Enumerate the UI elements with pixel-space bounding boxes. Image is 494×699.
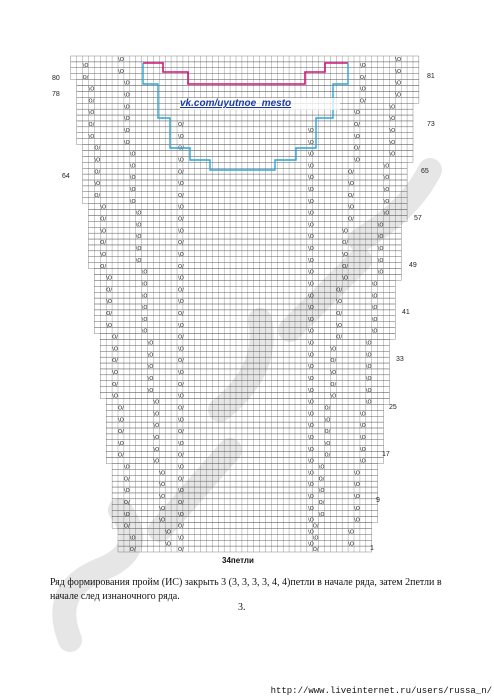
- svg-text:O/: O/: [94, 192, 101, 199]
- svg-text:\O: \O: [377, 234, 384, 241]
- svg-text:O/: O/: [178, 381, 184, 388]
- svg-text:\O: \O: [118, 57, 124, 64]
- svg-text:\O: \O: [395, 68, 402, 75]
- svg-text:O/: O/: [100, 240, 107, 247]
- svg-text:O/: O/: [118, 405, 124, 412]
- svg-text:\O: \O: [342, 228, 349, 235]
- page-number: 3.: [238, 602, 246, 613]
- svg-text:\O: \O: [308, 446, 314, 453]
- svg-text:\O: \O: [308, 139, 314, 146]
- svg-text:\O: \O: [129, 187, 136, 194]
- svg-text:\O: \O: [389, 116, 396, 123]
- svg-text:O/: O/: [106, 311, 113, 318]
- svg-text:\O: \O: [118, 440, 124, 447]
- svg-text:O/: O/: [178, 452, 184, 459]
- svg-text:\O: \O: [153, 423, 160, 430]
- svg-text:\O: \O: [100, 204, 107, 211]
- svg-text:O/: O/: [106, 287, 113, 294]
- svg-text:\O: \O: [153, 399, 160, 406]
- svg-text:\O: \O: [308, 541, 314, 548]
- row-number-right: 81: [427, 73, 435, 80]
- svg-text:\O: \O: [308, 305, 314, 312]
- svg-text:\O: \O: [129, 198, 136, 205]
- svg-text:\O: \O: [135, 234, 142, 241]
- svg-text:\O: \O: [308, 399, 314, 406]
- svg-text:\O: \O: [178, 181, 184, 188]
- svg-text:\O: \O: [308, 198, 314, 205]
- svg-text:\O: \O: [395, 57, 402, 64]
- svg-text:O/: O/: [178, 240, 184, 247]
- svg-text:\O: \O: [308, 458, 314, 465]
- svg-text:\O: \O: [308, 352, 314, 359]
- svg-text:O/: O/: [178, 358, 184, 365]
- svg-text:\O: \O: [135, 210, 142, 217]
- svg-text:\O: \O: [159, 517, 166, 524]
- svg-text:\O: \O: [165, 541, 172, 548]
- svg-text:\O: \O: [308, 175, 314, 182]
- svg-text:\O: \O: [308, 293, 314, 300]
- svg-text:O/: O/: [348, 216, 354, 223]
- svg-text:O/: O/: [178, 216, 184, 223]
- svg-text:\O: \O: [308, 328, 314, 335]
- svg-text:\O: \O: [82, 63, 89, 70]
- svg-text:\O: \O: [178, 157, 184, 164]
- svg-text:\O: \O: [359, 435, 366, 442]
- svg-text:\O: \O: [178, 511, 184, 518]
- svg-text:\O: \O: [178, 393, 184, 400]
- svg-text:\O: \O: [178, 417, 184, 424]
- svg-text:\O: \O: [308, 529, 314, 536]
- svg-text:\O: \O: [153, 411, 160, 418]
- svg-text:\O: \O: [354, 133, 360, 140]
- svg-text:\O: \O: [129, 151, 136, 158]
- svg-text:\O: \O: [123, 139, 130, 146]
- svg-text:O/: O/: [312, 547, 319, 554]
- svg-text:\O: \O: [118, 417, 124, 424]
- svg-text:\O: \O: [389, 104, 396, 111]
- row-number-right: 41: [402, 309, 410, 316]
- row-number-right: 9: [376, 497, 380, 504]
- row-number-right: 1: [370, 545, 374, 552]
- svg-text:\O: \O: [377, 246, 384, 253]
- svg-text:\O: \O: [118, 68, 124, 75]
- svg-text:\O: \O: [123, 92, 130, 99]
- svg-text:\O: \O: [123, 127, 130, 134]
- svg-text:O/: O/: [178, 476, 184, 483]
- svg-text:\O: \O: [159, 470, 166, 477]
- svg-text:O/: O/: [348, 192, 354, 199]
- svg-text:\O: \O: [354, 505, 360, 512]
- svg-text:\O: \O: [308, 210, 314, 217]
- svg-text:\O: \O: [383, 175, 390, 182]
- svg-text:\O: \O: [178, 535, 184, 542]
- svg-text:\O: \O: [178, 299, 184, 306]
- svg-text:\O: \O: [308, 187, 314, 194]
- svg-text:\O: \O: [308, 411, 314, 418]
- svg-text:O/: O/: [94, 169, 101, 176]
- svg-text:\O: \O: [377, 269, 384, 276]
- svg-text:\O: \O: [308, 222, 314, 229]
- row-number-right: 17: [382, 451, 390, 458]
- svg-text:\O: \O: [135, 246, 142, 253]
- svg-text:O/: O/: [178, 523, 184, 530]
- svg-text:\O: \O: [308, 234, 314, 241]
- svg-text:\O: \O: [365, 399, 372, 406]
- stitch-count-label: 34петли: [222, 556, 254, 565]
- svg-text:O/: O/: [178, 429, 184, 436]
- svg-text:O/: O/: [330, 358, 337, 365]
- svg-text:\O: \O: [129, 535, 136, 542]
- svg-text:O/: O/: [118, 429, 124, 436]
- row-number-right: 65: [421, 168, 429, 175]
- svg-text:\O: \O: [147, 352, 154, 359]
- svg-text:\O: \O: [308, 163, 314, 170]
- svg-text:\O: \O: [371, 305, 378, 312]
- row-number-right: 57: [414, 215, 422, 222]
- footer-url[interactable]: http://www.liveinternet.ru/users/russa_n/: [270, 686, 492, 696]
- svg-text:\O: \O: [330, 346, 337, 353]
- svg-text:\O: \O: [359, 423, 366, 430]
- svg-text:\O: \O: [308, 257, 314, 264]
- svg-text:O/: O/: [318, 476, 325, 483]
- svg-text:\O: \O: [308, 517, 314, 524]
- svg-text:\O: \O: [153, 446, 160, 453]
- svg-text:\O: \O: [308, 482, 314, 489]
- svg-text:\O: \O: [354, 517, 360, 524]
- svg-text:O/: O/: [88, 98, 95, 105]
- svg-text:\O: \O: [377, 257, 384, 264]
- svg-text:\O: \O: [129, 175, 136, 182]
- svg-text:\O: \O: [100, 228, 107, 235]
- svg-text:\O: \O: [354, 157, 360, 164]
- svg-text:O/: O/: [324, 452, 331, 459]
- svg-text:O/: O/: [100, 216, 107, 223]
- svg-text:\O: \O: [147, 340, 154, 347]
- svg-text:\O: \O: [383, 163, 390, 170]
- svg-text:O/: O/: [178, 263, 184, 270]
- svg-text:\O: \O: [141, 328, 148, 335]
- svg-text:\O: \O: [178, 488, 184, 495]
- svg-text:\O: \O: [141, 281, 148, 288]
- svg-text:\O: \O: [147, 375, 154, 382]
- svg-text:\O: \O: [308, 435, 314, 442]
- svg-text:\O: \O: [123, 80, 130, 87]
- svg-text:\O: \O: [159, 482, 166, 489]
- svg-text:\O: \O: [308, 423, 314, 430]
- svg-text:\O: \O: [359, 411, 366, 418]
- svg-text:\O: \O: [365, 387, 372, 394]
- svg-text:\O: \O: [371, 293, 378, 300]
- svg-text:\O: \O: [330, 393, 337, 400]
- svg-text:\O: \O: [178, 133, 184, 140]
- svg-text:\O: \O: [106, 322, 113, 329]
- svg-text:\O: \O: [141, 316, 148, 323]
- svg-text:\O: \O: [348, 204, 354, 211]
- svg-text:\O: \O: [94, 157, 101, 164]
- svg-text:\O: \O: [112, 346, 118, 353]
- svg-text:\O: \O: [336, 322, 343, 329]
- svg-text:\O: \O: [94, 181, 101, 188]
- svg-text:\O: \O: [147, 364, 154, 371]
- svg-text:\O: \O: [129, 163, 136, 170]
- svg-text:O/: O/: [354, 122, 360, 129]
- svg-text:O/: O/: [178, 122, 184, 129]
- svg-text:\O: \O: [342, 275, 349, 282]
- svg-text:\O: \O: [153, 435, 160, 442]
- svg-text:\O: \O: [348, 529, 354, 536]
- instruction-text: Ряд формирования пройм (ИС) закрыть 3 (3, 3, 3, 3, 4, 4)петли в начале ряда, затем 2петли в начале след изнаночного ряда.: [50, 577, 442, 602]
- svg-text:\O: \O: [123, 488, 130, 495]
- svg-text:\O: \O: [178, 440, 184, 447]
- svg-text:\O: \O: [159, 494, 166, 501]
- svg-text:\O: \O: [112, 370, 118, 377]
- svg-text:O/: O/: [178, 311, 184, 318]
- svg-text:\O: \O: [308, 494, 314, 501]
- row-number-left: 80: [52, 75, 60, 82]
- chart-outlines: [143, 63, 348, 170]
- row-number-right: 49: [409, 262, 417, 269]
- svg-text:\O: \O: [330, 370, 337, 377]
- svg-text:O/: O/: [178, 145, 184, 152]
- svg-text:\O: \O: [354, 482, 360, 489]
- svg-text:O/: O/: [178, 405, 184, 412]
- svg-text:O/: O/: [354, 145, 360, 152]
- svg-text:\O: \O: [342, 251, 349, 258]
- row-number-left: 78: [52, 91, 60, 98]
- svg-text:\O: \O: [112, 393, 118, 400]
- svg-text:\O: \O: [354, 494, 360, 501]
- svg-text:\O: \O: [308, 127, 314, 134]
- row-number-right: 33: [396, 356, 404, 363]
- svg-text:\O: \O: [123, 104, 130, 111]
- svg-text:\O: \O: [308, 151, 314, 158]
- svg-text:\O: \O: [135, 222, 142, 229]
- svg-text:\O: \O: [141, 269, 148, 276]
- svg-text:O/: O/: [324, 429, 331, 436]
- svg-text:\O: \O: [106, 299, 113, 306]
- svg-text:\O: \O: [371, 328, 378, 335]
- svg-text:\O: \O: [324, 417, 331, 424]
- svg-text:\O: \O: [365, 364, 372, 371]
- svg-text:\O: \O: [178, 370, 184, 377]
- svg-text:O/: O/: [359, 74, 366, 81]
- svg-text:O/: O/: [324, 405, 331, 412]
- svg-text:\O: \O: [135, 257, 142, 264]
- svg-text:O/: O/: [318, 499, 325, 506]
- svg-text:\O: \O: [359, 446, 366, 453]
- svg-text:\O: \O: [165, 529, 172, 536]
- svg-text:\O: \O: [178, 322, 184, 329]
- svg-text:\O: \O: [178, 275, 184, 282]
- svg-text:\O: \O: [141, 305, 148, 312]
- svg-text:\O: \O: [178, 228, 184, 235]
- svg-text:\O: \O: [308, 340, 314, 347]
- svg-text:O/: O/: [178, 287, 184, 294]
- svg-text:\O: \O: [106, 275, 113, 282]
- svg-text:\O: \O: [147, 387, 154, 394]
- svg-text:\O: \O: [348, 181, 354, 188]
- svg-text:\O: \O: [365, 340, 372, 347]
- svg-text:\O: \O: [318, 464, 325, 471]
- svg-text:\O: \O: [308, 269, 314, 276]
- svg-text:\O: \O: [88, 110, 95, 117]
- svg-text:\O: \O: [389, 127, 396, 134]
- svg-text:O/: O/: [178, 192, 184, 199]
- svg-text:\O: \O: [359, 86, 366, 93]
- svg-text:O/: O/: [112, 334, 118, 341]
- svg-text:\O: \O: [395, 80, 402, 87]
- svg-text:\O: \O: [383, 210, 390, 217]
- svg-text:\O: \O: [308, 281, 314, 288]
- svg-text:\O: \O: [389, 139, 396, 146]
- svg-text:O/: O/: [123, 476, 130, 483]
- svg-text:O/: O/: [123, 499, 130, 506]
- svg-text:\O: \O: [308, 375, 314, 382]
- svg-text:\O: \O: [308, 505, 314, 512]
- svg-text:\O: \O: [308, 246, 314, 253]
- svg-text:\O: \O: [365, 375, 372, 382]
- svg-text:\O: \O: [308, 470, 314, 477]
- svg-text:O/: O/: [178, 334, 184, 341]
- svg-text:\O: \O: [383, 187, 390, 194]
- svg-text:\O: \O: [123, 464, 130, 471]
- svg-text:O/: O/: [178, 499, 184, 506]
- svg-text:O/: O/: [312, 523, 319, 530]
- svg-text:O/: O/: [348, 169, 354, 176]
- svg-text:\O: \O: [308, 316, 314, 323]
- svg-text:\O: \O: [324, 440, 331, 447]
- svg-text:O/: O/: [100, 263, 107, 270]
- svg-text:\O: \O: [395, 92, 402, 99]
- svg-text:\O: \O: [88, 86, 95, 93]
- svg-text:O/: O/: [123, 523, 130, 530]
- svg-text:\O: \O: [312, 535, 319, 542]
- svg-text:\O: \O: [100, 251, 107, 258]
- svg-text:\O: \O: [359, 458, 366, 465]
- svg-text:\O: \O: [308, 364, 314, 371]
- svg-text:O/: O/: [112, 358, 118, 365]
- svg-text:\O: \O: [178, 251, 184, 258]
- svg-text:\O: \O: [178, 204, 184, 211]
- svg-text:O/: O/: [129, 547, 136, 554]
- svg-text:\O: \O: [318, 511, 325, 518]
- row-number-right: 73: [427, 121, 435, 128]
- svg-text:\O: \O: [336, 299, 343, 306]
- svg-text:O/: O/: [342, 263, 349, 270]
- svg-text:\O: \O: [178, 346, 184, 353]
- svg-text:\O: \O: [178, 464, 184, 471]
- svg-text:\O: \O: [318, 488, 325, 495]
- row-number-right: 25: [389, 404, 397, 411]
- svg-text:\O: \O: [389, 151, 396, 158]
- svg-text:\O: \O: [359, 63, 366, 70]
- svg-text:\O: \O: [365, 352, 372, 359]
- svg-text:O/: O/: [178, 169, 184, 176]
- svg-text:O/: O/: [82, 74, 89, 81]
- vk-link[interactable]: vk.com/uyutnoe_mesto: [180, 98, 340, 110]
- svg-text:O/: O/: [330, 381, 337, 388]
- svg-text:\O: \O: [371, 316, 378, 323]
- svg-text:\O: \O: [377, 222, 384, 229]
- svg-text:\O: \O: [141, 293, 148, 300]
- svg-text:\O: \O: [88, 133, 95, 140]
- svg-text:\O: \O: [308, 387, 314, 394]
- svg-text:\O: \O: [354, 470, 360, 477]
- svg-text:\O: \O: [123, 116, 130, 123]
- svg-text:O/: O/: [178, 547, 184, 554]
- svg-text:O/: O/: [112, 381, 118, 388]
- svg-text:O/: O/: [94, 145, 101, 152]
- svg-text:O/: O/: [359, 98, 366, 105]
- svg-text:O/: O/: [118, 452, 124, 459]
- svg-text:O/: O/: [336, 334, 343, 341]
- svg-text:\O: \O: [383, 198, 390, 205]
- svg-text:\O: \O: [123, 511, 130, 518]
- svg-text:\O: \O: [159, 505, 166, 512]
- svg-text:O/: O/: [336, 287, 343, 294]
- svg-text:\O: \O: [348, 541, 354, 548]
- svg-text:O/: O/: [336, 311, 343, 318]
- svg-text:\O: \O: [153, 458, 160, 465]
- svg-text:\O: \O: [354, 110, 360, 117]
- svg-text:O/: O/: [342, 240, 349, 247]
- row-number-left: 64: [62, 173, 70, 180]
- svg-text:O/: O/: [88, 122, 95, 129]
- svg-text:\O: \O: [371, 281, 378, 288]
